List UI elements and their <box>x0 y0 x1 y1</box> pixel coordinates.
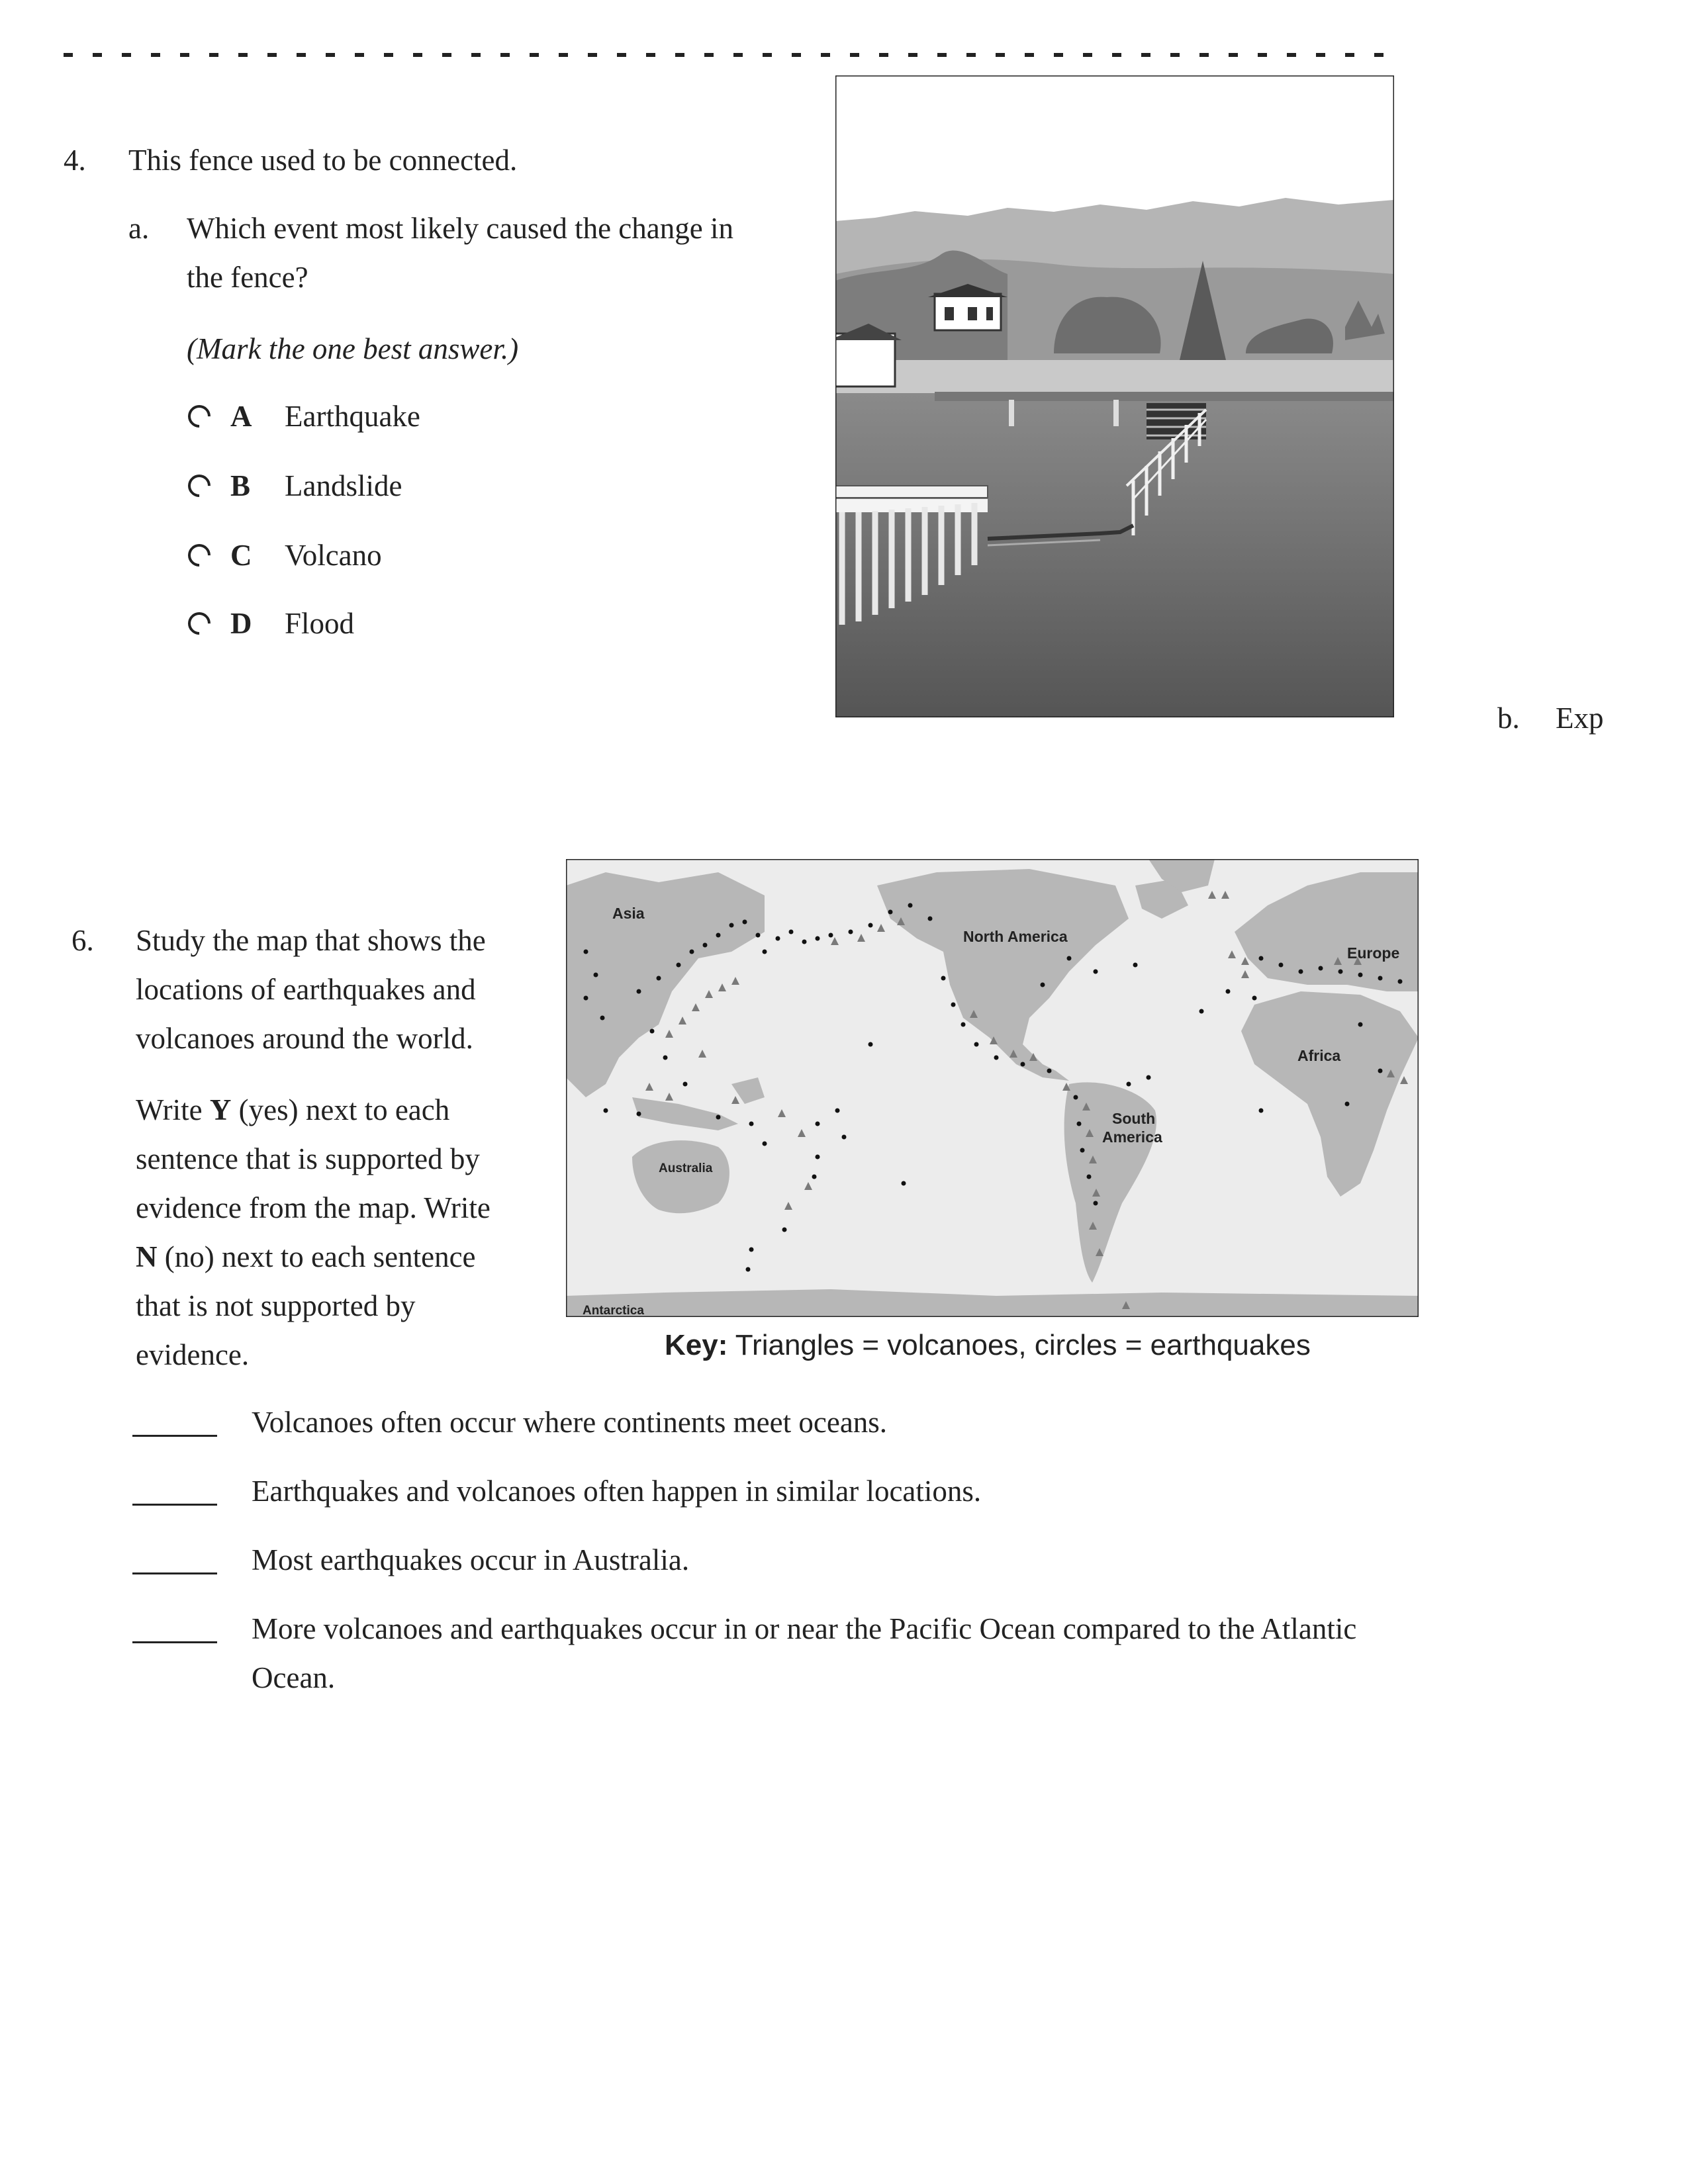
instr-text: Write <box>136 1093 210 1126</box>
map-label-antarctica: Antarctica <box>583 1304 644 1317</box>
map-key <box>665 1329 1311 1362</box>
answer-blank-1[interactable] <box>132 1435 217 1437</box>
question-6-number: 6. <box>71 924 94 957</box>
instr-y: Y <box>209 1093 232 1126</box>
statement-3: Most earthquakes occur in Australia. <box>252 1543 690 1576</box>
option-text: Earthquake <box>285 400 420 433</box>
answer-blank-3[interactable] <box>132 1572 217 1574</box>
map-label-africa: Africa <box>1297 1047 1341 1064</box>
radio-bubble-icon[interactable] <box>183 400 215 432</box>
instr-n: N <box>136 1240 158 1273</box>
part-b-text: Exp <box>1556 702 1604 735</box>
radio-bubble-icon[interactable] <box>183 608 215 639</box>
map-label-south-america-2: America <box>1102 1128 1162 1146</box>
cut-line <box>64 53 1394 57</box>
option-text: Flood <box>285 607 355 640</box>
option-b[interactable] <box>185 461 402 510</box>
statement-4: More volcanoes and earthquakes occur in or near the Pacific Ocean compared to the Atlantic Ocean. <box>252 1612 1357 1694</box>
map-label-asia: Asia <box>612 905 645 922</box>
map-key-text: Triangles = volcanoes, circles = earthquakes <box>727 1329 1311 1361</box>
instruction-line2: sentence that is supported by <box>136 1142 480 1175</box>
question-4-stem: This fence used to be connected. <box>128 144 518 177</box>
instruction-line3: evidence from the map. Write <box>136 1191 491 1224</box>
radio-bubble-icon[interactable] <box>183 539 215 571</box>
instruction-line6: evidence. <box>136 1338 250 1371</box>
radio-bubble-icon[interactable] <box>183 470 215 502</box>
option-letter: B <box>230 469 251 502</box>
part-a-label: a. <box>128 212 150 245</box>
part-b-label: b. <box>1497 702 1520 735</box>
statement-2: Earthquakes and volcanoes often happen in similar locations. <box>252 1475 982 1508</box>
question-4-number: 4. <box>64 144 86 177</box>
part-a-instruction: (Mark the one best answer.) <box>187 332 519 365</box>
question-6-intro-line2: locations of earthquakes and <box>136 973 476 1006</box>
option-a[interactable] <box>185 392 420 441</box>
option-c[interactable] <box>185 531 382 580</box>
statement-1: Volcanoes often occur where continents meet oceans. <box>252 1406 888 1439</box>
answer-blank-2[interactable] <box>132 1504 217 1506</box>
instruction-line5: that is not supported by <box>136 1289 416 1322</box>
answer-blank-4[interactable] <box>132 1641 217 1643</box>
fence-illustration <box>835 75 1394 717</box>
option-letter: D <box>230 607 252 640</box>
instruction-line1 <box>136 1085 449 1134</box>
map-label-australia: Australia <box>659 1161 713 1175</box>
option-letter: C <box>230 539 252 572</box>
instr-text: (no) next to each sentence <box>157 1240 476 1273</box>
map-label-north-america: North America <box>963 928 1068 945</box>
option-text: Volcano <box>285 539 382 572</box>
question-6-intro-line3: volcanoes around the world. <box>136 1022 473 1055</box>
instruction-line4 <box>136 1232 476 1281</box>
part-a-question-line2: the fence? <box>187 261 308 294</box>
question-6-intro-line1: Study the map that shows the <box>136 924 486 957</box>
world-map <box>566 859 1419 1317</box>
part-a-question-line1: Which event most likely caused the change in <box>187 212 733 245</box>
instr-text: (yes) next to each <box>231 1093 450 1126</box>
map-label-south-america-1: South <box>1112 1110 1156 1127</box>
option-letter: A <box>230 400 252 433</box>
option-text: Landslide <box>285 469 402 502</box>
map-key-label: Key: <box>665 1329 728 1361</box>
option-d[interactable] <box>185 599 354 648</box>
map-label-europe: Europe <box>1347 944 1400 962</box>
